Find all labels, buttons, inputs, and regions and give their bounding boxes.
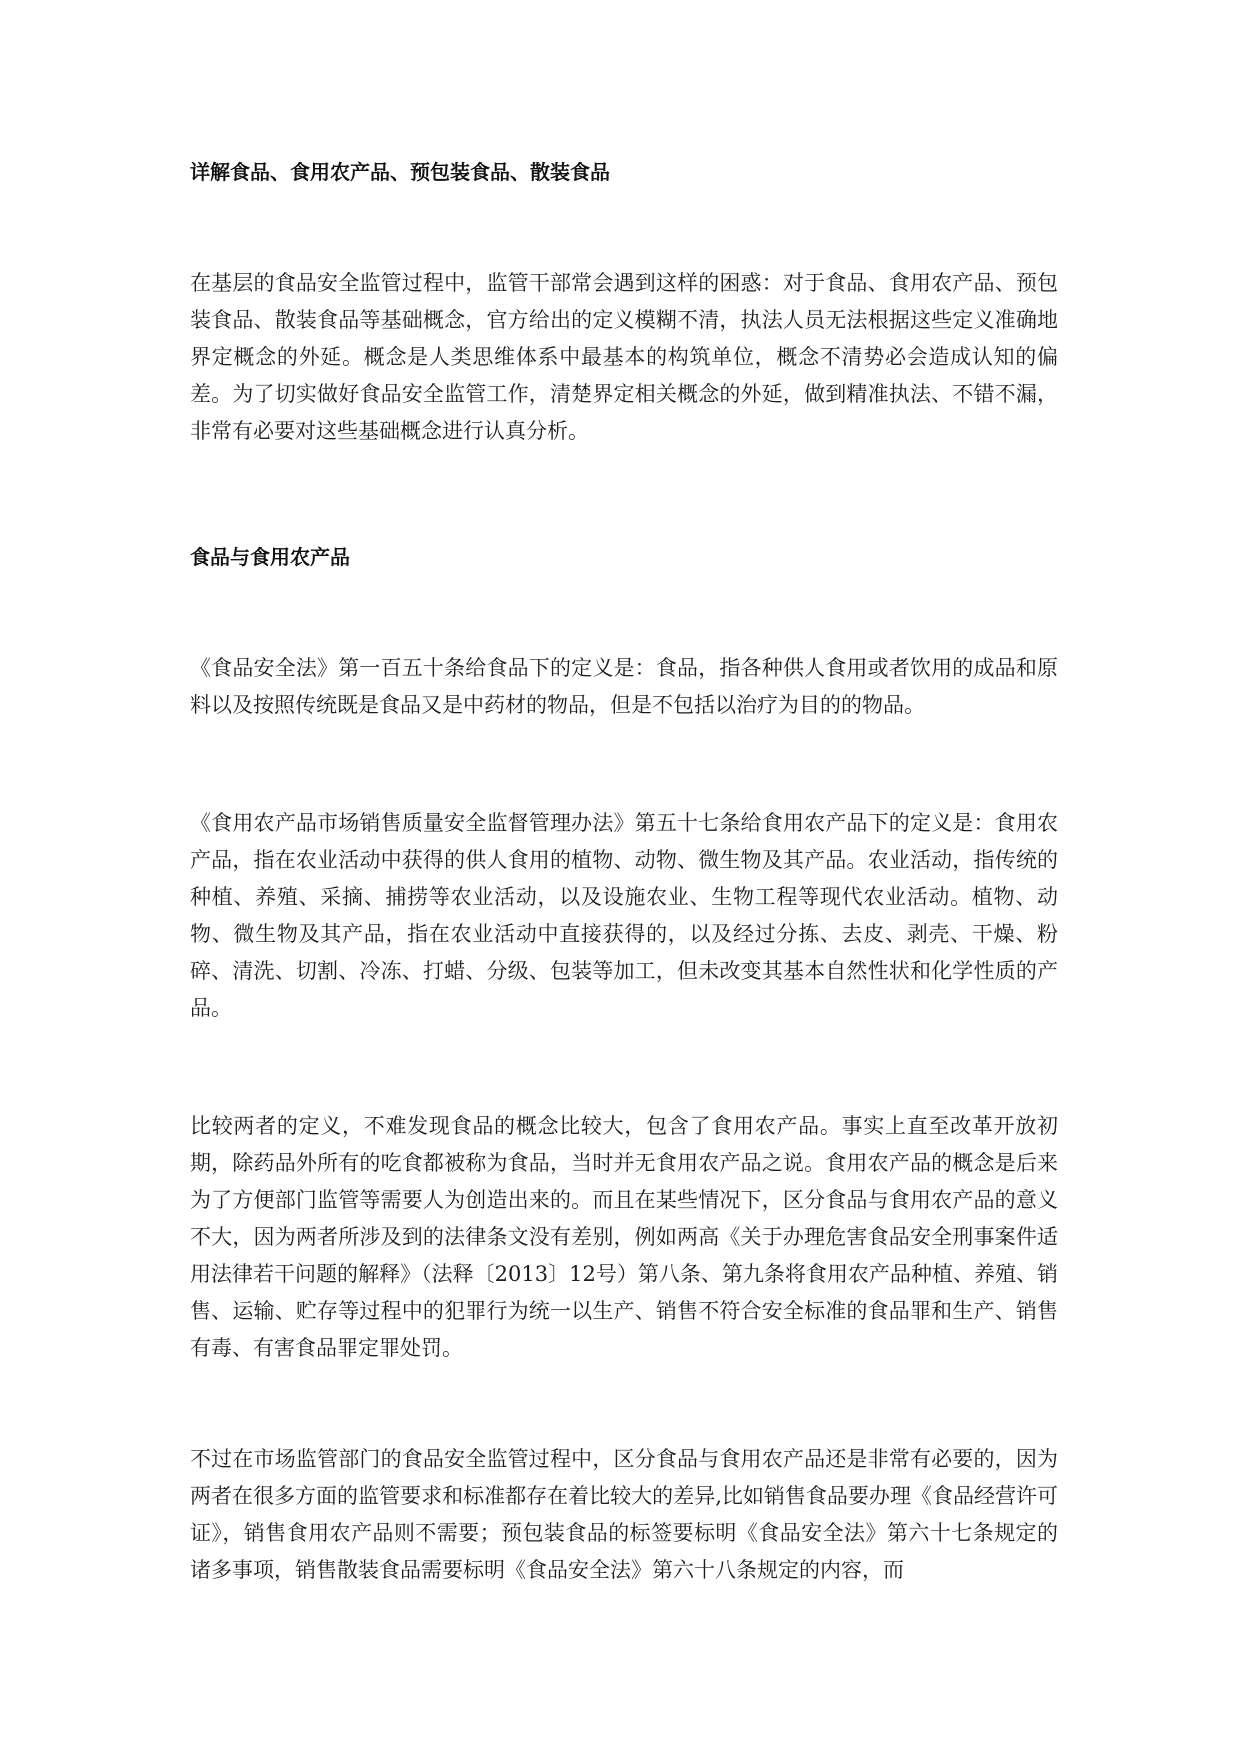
paragraph-regulatory-differences: 不过在市场监管部门的食品安全监管过程中，区分食品与食用农产品还是非常有必要的，因为两者在很多方面的监管要求和标准都存在着比较大的差异,比如销售食品要办理《食品经营许可证》，销售食用农产品则不需要；预包装食品的标签要标明《食品安全法》第六十七条规定的诸多事项，销售散装食品需要标明《食品安全法》第六十八条规定的内容，而	[190, 1447, 1058, 1582]
section-heading-food-and-agricultural-products: 食品与食用农产品	[190, 545, 350, 569]
intro-paragraph: 在基层的食品安全监管过程中，监管干部常会遇到这样的困惑：对于食品、食用农产品、预包装食品、散装食品等基础概念，官方给出的定义模糊不清，执法人员无法根据这些定义准确地界定概念的外延。概念是人类思维体系中最基本的构筑单位，概念不清势必会造成认知的偏差。为了切实做好食品安全监管工作，清楚界定相关概念的外延，做到精准执法、不错不漏，非常有必要对这些基础概念进行认真分析。	[190, 271, 1058, 443]
paragraph-food-definition: 《食品安全法》第一百五十条给食品下的定义是：食品，指各种供人食用或者饮用的成品和原料以及按照传统既是食品又是中药材的物品，但是不包括以治疗为目的的物品。	[190, 656, 1058, 717]
paragraph-comparison: 比较两者的定义，不难发现食品的概念比较大，包含了食用农产品。事实上直至改革开放初期，除药品外所有的吃食都被称为食品，当时并无食用农产品之说。食用农产品的概念是后来为了方便部门监管等需要人为创造出来的。而且在某些情况下，区分食品与食用农产品的意义不大，因为两者所涉及到的法律条文没有差别，例如两高《关于办理危害食品安全刑事案件适用法律若干问题的解释》（法释〔2013〕12号）第八条、第九条将食用农产品种植、养殖、销售、运输、贮存等过程中的犯罪行为统一以生产、销售不符合安全标准的食品罪和生产、销售有毒、有害食品罪定罪处罚。	[190, 1114, 1058, 1360]
paragraph-agricultural-product-definition: 《食用农产品市场销售质量安全监督管理办法》第五十七条给食用农产品下的定义是：食用农产品，指在农业活动中获得的供人食用的植物、动物、微生物及其产品。农业活动，指传统的种植、养殖、采摘、捕捞等农业活动，以及设施农业、生物工程等现代农业活动。植物、动物、微生物及其产品，指在农业活动中直接获得的，以及经过分拣、去皮、剥壳、干燥、粉碎、清洗、切割、冷冻、打蜡、分级、包装等加工，但未改变其基本自然性状和化学性质的产品。	[190, 811, 1058, 1020]
document-title: 详解食品、食用农产品、预包装食品、散装食品	[190, 160, 610, 184]
